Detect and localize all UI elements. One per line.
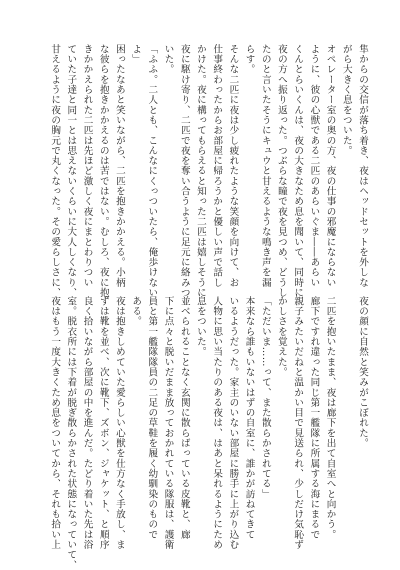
text-column: そんな二匹に夜は少し疲れたような笑顔を向けて、お	[227, 44, 239, 288]
text-column: 二匹を抱いたまま、夜は廊下を出て自室へと向かう。	[324, 296, 336, 540]
text-column: 親子みたいだねと温かい目で見送られ、少しだけ気恥ず	[292, 296, 304, 550]
text-column: 夜の顔に自然と笑みがこぼれた。	[357, 296, 368, 449]
text-column: がら大きく息をついた。	[340, 44, 352, 156]
text-column: 良く拾いながら部屋の中を進んだ。たどり着いた先は浴	[81, 296, 93, 550]
text-column: オペレーター室の奥の方、夜の仕事の邪魔にならない	[324, 44, 336, 288]
text-column: たのと言いたそうにキュウと甘えるような鳴き声を漏	[259, 44, 271, 288]
text-column: ように、彼の心獣である二匹のあらいぐま――あらい	[308, 44, 320, 288]
text-column: よ」	[130, 44, 142, 65]
text-column: ていた子達と同一とは思えないくらいに大人しくなり、	[65, 44, 77, 298]
text-column: 「ふふ。二人とも、こんなにくっついたら、俺歩けない	[146, 44, 158, 298]
text-column: くんとらいくんは、夜の大きなため息を聞いて、同時に	[292, 44, 304, 298]
text-column: きかかえられた二匹は先ほど激しく夜にまとわりつい	[81, 44, 93, 288]
text-column: 隼からの交信が落ち着き、夜はヘッドセットを外しな	[357, 44, 368, 288]
text-column: 人物に思い当たりのある夜は、はあと呆れるようにため	[211, 296, 223, 550]
text-column: 室。脱衣所には下着が脱ぎ散らかされた状態になっていて、	[65, 296, 77, 570]
text-column: かけた。夜に構ってもらえると知った二匹は嬉しそうに	[194, 44, 206, 298]
text-column: 夜に駆け寄り、二匹で夜を奪い合うように足元に絡みつ	[178, 44, 190, 298]
text-column: ある。	[130, 296, 142, 327]
text-column	[338, 296, 354, 521]
text-column: 本来なら誰もいないはずの自室に、誰かが訪ねてきて	[243, 296, 255, 540]
text-column: 廊下ですれ違った同じ第一艦隊に所属する海にまるで	[308, 296, 320, 540]
text-column: な彼らを抱きかかえるのは苦ではない。むしろ、夜に抱	[97, 44, 109, 298]
text-column: 夜の方へ振り返った。つぶらな瞳で夜を見つめ、どうし	[275, 44, 287, 298]
text-column: らす。	[243, 44, 255, 75]
upper-text-block	[46, 44, 370, 298]
text-column: 並べられることなく玄関に散らばっている皮靴と、廊	[178, 296, 190, 540]
text-column: ずは靴を並べ、次に靴下、ズボン、ジャケット、と順序	[97, 296, 109, 550]
text-column: かしさを覚えた。	[275, 296, 287, 378]
text-column: 員と第一艦隊隊員の二足の草鞋を履く幼馴染のもので	[146, 296, 158, 540]
text-column: いるようだった。家主のいない部屋に勝手に上がり込む	[227, 296, 239, 550]
text-column: 下に点々と脱いだまま放っておかれている隊服は、護衛	[162, 296, 174, 550]
text-column: 夜は抱きしめていた愛らしい心獣を仕方なく手放し、ま	[113, 296, 125, 550]
text-column: 息をついた。	[194, 296, 206, 357]
text-column: 困ったなあと笑いながら、二匹を抱きかかえる。小柄	[113, 44, 125, 288]
text-column: 夜はもう一度大きくため息をついてから、それも拾い上	[49, 296, 61, 550]
text-column: 甘えるように夜の胸元で丸くなった。その愛らしさに、	[49, 44, 61, 298]
text-column: 仕事終わったからお部屋に帰ろうかと優しい声で話し	[211, 44, 223, 288]
text-column: いた。	[162, 44, 174, 75]
lower-text-block	[46, 296, 370, 570]
text-column: 「ただいま……って、また散らかされてる」	[259, 296, 271, 499]
